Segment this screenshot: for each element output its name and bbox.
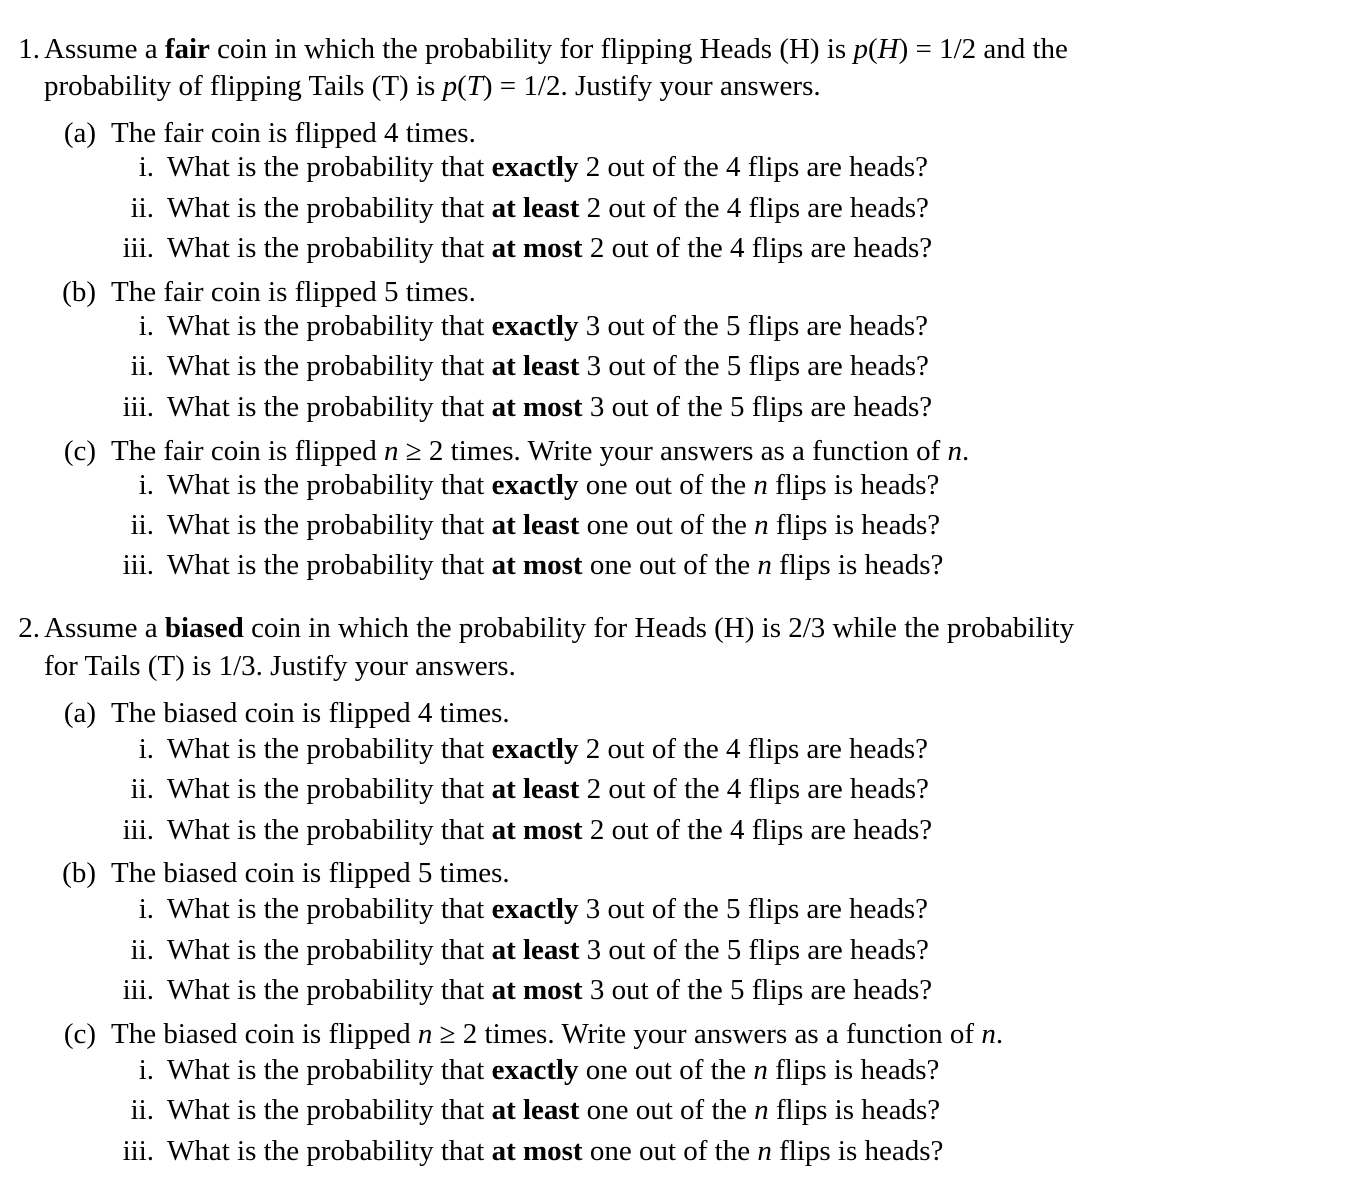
question-bold-term: at least <box>491 192 580 224</box>
item-label: ii. <box>130 192 154 224</box>
item-label: iii. <box>122 391 154 423</box>
question-text: 2 out of the 4 flips are heads? <box>589 232 933 264</box>
question-bold-term: at most <box>491 814 583 846</box>
question-bold-term: exactly <box>491 469 579 501</box>
item-label: ii. <box>130 773 154 805</box>
math-paren: ( <box>867 33 878 65</box>
math-symbol: n <box>754 1094 769 1126</box>
question-bold-term: exactly <box>491 151 579 183</box>
item-label: i. <box>138 733 154 765</box>
question-line <box>167 191 929 225</box>
question-text: 2 out of the 4 flips are heads? <box>586 773 929 805</box>
question-text: What is the probability that <box>167 509 485 541</box>
question-bold-term: at most <box>491 549 583 581</box>
question-line <box>167 150 928 184</box>
item-label: i. <box>138 151 154 183</box>
item-label: i. <box>138 310 154 342</box>
question-line <box>167 933 929 967</box>
math-symbol: n <box>753 1054 768 1086</box>
question-text: What is the probability that <box>167 814 485 846</box>
part-text: The fair coin is flipped 5 times. <box>111 276 476 308</box>
math-symbol: p <box>853 33 868 65</box>
intro-text: ) = 1/2. Justify your answers. <box>482 70 821 102</box>
question-text: flips is heads? <box>771 549 944 581</box>
question-text: What is the probability that <box>167 350 485 382</box>
question-line <box>167 973 932 1007</box>
question-line <box>167 390 932 424</box>
part-label: (a) <box>63 697 96 729</box>
question-line <box>167 772 929 806</box>
question-text: 2 out of the 4 flips are heads? <box>589 814 933 846</box>
question-text: What is the probability that <box>167 310 485 342</box>
item-label: i. <box>138 1054 154 1086</box>
question-text: flips is heads? <box>768 1094 941 1126</box>
item-label: ii. <box>130 509 154 541</box>
question-text: 3 out of the 5 flips are heads? <box>589 391 933 423</box>
problem-intro-line <box>44 69 821 103</box>
question-bold-term: exactly <box>491 1054 579 1086</box>
question-bold-term: at least <box>491 350 580 382</box>
question-text: one out of the <box>589 549 758 581</box>
question-text: one out of the <box>585 1054 754 1086</box>
part-text-segment: . <box>995 1018 1004 1050</box>
question-text: one out of the <box>589 1135 758 1167</box>
math-symbol: n <box>981 1018 996 1050</box>
problem-intro-line <box>44 32 1068 66</box>
question-text: 3 out of the 5 flips are heads? <box>589 974 933 1006</box>
problem-number: 2. <box>18 612 40 644</box>
question-text: one out of the <box>585 469 754 501</box>
intro-text: probability of flipping Tails (T) is <box>44 70 443 102</box>
item-label: i. <box>138 893 154 925</box>
math-symbol: H <box>877 33 899 65</box>
question-text: 3 out of the 5 flips are heads? <box>586 934 929 966</box>
part-label: (c) <box>63 1018 96 1050</box>
intro-text: coin in which the probability for Heads (H) is 2/3 while the probability <box>251 612 1075 644</box>
question-text: What is the probability that <box>167 151 485 183</box>
intro-text: Assume a <box>44 33 158 65</box>
question-text: 3 out of the 5 flips are heads? <box>586 350 929 382</box>
math-symbol: n <box>417 1018 433 1050</box>
question-text: What is the probability that <box>167 192 485 224</box>
question-bold-term: at most <box>491 1135 583 1167</box>
question-bold-term: at least <box>491 773 580 805</box>
item-label: ii. <box>130 350 154 382</box>
part-label: (a) <box>63 117 96 149</box>
math-symbol: n <box>757 1135 772 1167</box>
question-bold-term: at most <box>491 974 583 1006</box>
question-text: one out of the <box>586 509 755 541</box>
question-text: What is the probability that <box>167 549 485 581</box>
part-text-segment: The biased coin is flipped <box>111 1018 418 1050</box>
math-symbol: n <box>384 435 399 467</box>
question-line <box>167 1053 939 1087</box>
question-line <box>167 508 940 542</box>
question-text: What is the probability that <box>167 934 485 966</box>
question-bold-term: exactly <box>491 733 579 765</box>
part-text-segment: The fair coin is flipped <box>111 435 384 467</box>
question-text: What is the probability that <box>167 391 485 423</box>
math-symbol: p <box>442 70 458 102</box>
question-text: 2 out of the 4 flips are heads? <box>585 733 929 765</box>
question-line <box>167 309 928 343</box>
question-bold-term: at most <box>491 391 583 423</box>
item-label: i. <box>138 469 154 501</box>
question-line <box>167 813 932 847</box>
item-label: ii. <box>130 934 154 966</box>
part-label: (c) <box>63 435 96 467</box>
question-line <box>167 548 943 582</box>
part-text-segment: ≥ 2 times. Write your answers as a function of <box>432 1018 982 1050</box>
item-label: iii. <box>122 1135 154 1167</box>
question-bold-term: at least <box>491 1094 580 1126</box>
question-line <box>167 231 932 265</box>
math-symbol: n <box>754 509 769 541</box>
question-text: What is the probability that <box>167 1094 485 1126</box>
question-bold-term: at least <box>491 934 580 966</box>
question-line <box>167 1134 943 1168</box>
part-text-segment: . <box>961 435 970 467</box>
problem-number: 1. <box>18 33 40 65</box>
question-text: flips is heads? <box>767 469 940 501</box>
question-text: What is the probability that <box>167 893 485 925</box>
part-text-segment: ≥ 2 times. Write your answers as a function of <box>398 435 948 467</box>
math-symbol: n <box>757 549 772 581</box>
part-text <box>111 1017 1003 1051</box>
question-bold-term: exactly <box>491 310 579 342</box>
question-text: flips is heads? <box>771 1135 944 1167</box>
part-label: (b) <box>62 276 96 308</box>
question-text: What is the probability that <box>167 773 485 805</box>
question-line <box>167 732 928 766</box>
intro-text: Assume a <box>44 612 158 644</box>
question-text: What is the probability that <box>167 469 485 501</box>
question-text: What is the probability that <box>167 1135 485 1167</box>
part-text: The fair coin is flipped 4 times. <box>111 117 476 149</box>
part-text: The biased coin is flipped 5 times. <box>111 857 510 889</box>
question-line <box>167 1093 940 1127</box>
math-paren: ( <box>457 70 467 102</box>
intro-text: ) = 1/2 and the <box>898 33 1068 65</box>
question-text: What is the probability that <box>167 974 485 1006</box>
question-bold-term: exactly <box>491 893 579 925</box>
question-text: 2 out of the 4 flips are heads? <box>586 192 929 224</box>
question-bold-term: at least <box>491 509 580 541</box>
question-line <box>167 468 939 502</box>
part-text: The biased coin is flipped 4 times. <box>111 697 510 729</box>
question-text: 3 out of the 5 flips are heads? <box>585 310 929 342</box>
question-text: flips is heads? <box>768 509 941 541</box>
item-label: iii. <box>122 232 154 264</box>
item-label: ii. <box>130 1094 154 1126</box>
question-text: What is the probability that <box>167 232 485 264</box>
math-symbol: n <box>947 435 962 467</box>
item-label: iii. <box>122 974 154 1006</box>
problem-intro-line <box>44 611 1074 645</box>
question-text: one out of the <box>586 1094 755 1126</box>
item-label: iii. <box>122 814 154 846</box>
question-line <box>167 892 928 926</box>
item-label: iii. <box>122 549 154 581</box>
question-text: flips is heads? <box>767 1054 940 1086</box>
intro-bold-term: fair <box>164 33 210 65</box>
question-text: What is the probability that <box>167 1054 485 1086</box>
question-text: What is the probability that <box>167 733 485 765</box>
question-bold-term: at most <box>491 232 583 264</box>
intro-text: coin in which the probability for flipping Heads (H) is <box>217 33 854 65</box>
question-text: 2 out of the 4 flips are heads? <box>585 151 929 183</box>
problem-intro-line: for Tails (T) is 1/3. Justify your answers. <box>44 650 516 682</box>
math-symbol: n <box>753 469 768 501</box>
math-symbol: T <box>466 70 483 102</box>
intro-bold-term: biased <box>164 612 244 644</box>
question-text: 3 out of the 5 flips are heads? <box>585 893 929 925</box>
part-label: (b) <box>62 857 96 889</box>
question-line <box>167 349 929 383</box>
part-text <box>111 434 969 468</box>
